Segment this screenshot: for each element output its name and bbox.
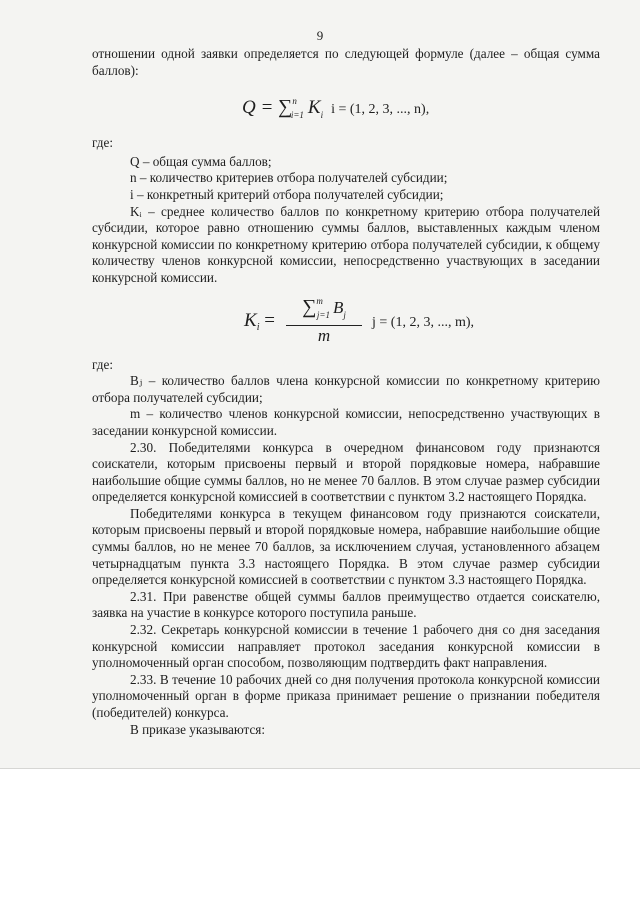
page-number: 9 (316, 28, 324, 43)
formula2-lhs-symbol: K (244, 309, 257, 331)
formula2-upper-limit: m (316, 295, 323, 306)
definition-b: Bⱼ – количество баллов члена конкурсной комиссии по конкретному критерию отбора получателей субсидии; (92, 373, 600, 405)
formula2-fraction (286, 293, 362, 345)
definition-k: Kᵢ – среднее количество баллов по конкретному критерию отбора получателей субсидии, которое равно отношению суммы баллов, выставленных каждым членом конкурсной комиссии по конкретному критерию отбора получателей субсидии, к общему количеству членов конкурсной комиссии, непосредственно участвующих в заседании конкурсной комиссии. (92, 203, 600, 285)
intro-paragraph: отношении одной заявки определяется по следующей формуле (далее – общая сумма баллов): (92, 46, 600, 78)
formula1-sum-symbol: ∑ (278, 96, 293, 119)
formula-total-score (92, 83, 600, 129)
paragraph-2-33: 2.33. В течение 10 рабочих дней со дня получения протокола конкурсной комиссии уполномоченный орган в форме приказа принимает решение о признании победителя (победителей) конкурса. (92, 671, 600, 720)
formula2-numerator (286, 293, 362, 327)
formula2-denominator: m (317, 326, 331, 346)
definition-i: i – конкретный критерий отбора получателей субсидии; (130, 186, 444, 202)
definition-n: n – количество критериев отбора получателей субсидии; (130, 170, 448, 186)
formula1-term: K (307, 97, 321, 119)
formula2-sum-symbol: ∑ (302, 295, 317, 318)
where-label-1: где: (92, 135, 113, 151)
formula2-range: j = (1, 2, 3, ..., m), (372, 314, 474, 330)
formula2-term-subscript: j (343, 309, 346, 320)
formula1-upper-limit: n (292, 96, 297, 107)
paragraph-2-31: 2.31. При равенстве общей суммы баллов преимущество отдается соискателю, заявка на участие в конкурсе которого поступила раньше. (92, 588, 600, 621)
formula1-range: i = (1, 2, 3, ..., n), (331, 102, 430, 118)
formula1-lhs: Q = (242, 97, 279, 119)
formula2-term: B (332, 297, 344, 317)
formula2-lhs (244, 309, 275, 337)
formula1-lower-limit: i=1 (290, 110, 304, 121)
paragraph-current-year-winners: Победителями конкурса в текущем финансовом году признаются соискатели, которым присвоены первый и второй порядковые номера, набравшие наибольшие общие суммы баллов, но не менее 70 баллов, за исключением случая, установленного абзацем четырнадцатым пункта 3.3 настоящего Порядка. В этом случае размер субсидии определяется конкурсной комиссией в соответствии с пунктом 3.3 настоящего Порядка. (92, 505, 600, 588)
document-body (92, 46, 600, 738)
definition-q: Q – общая сумма баллов; (130, 153, 272, 169)
paragraph-order-contents: В приказе указываются: (130, 721, 266, 737)
formula-average-score (92, 293, 600, 353)
formula1-term-subscript: i (320, 110, 324, 121)
formula2-lower-limit: j=1 (316, 309, 330, 320)
paragraph-2-30: 2.30. Победителями конкурса в очередном финансовом году признаются соискатели, которым присвоены первый и второй порядковые номера, набравшие наибольшие общие суммы баллов, но не менее 70 баллов. В этом случае размер субсидии определяется конкурсной комиссией в соответствии с пунктом 3.2 настоящего Порядка. (92, 439, 600, 505)
where-label-2: где: (92, 356, 113, 372)
paragraph-2-32: 2.32. Секретарь конкурсной комиссии в течение 1 рабочего дня со дня заседания конкурсной комиссии направляет протокол заседания конкурсной комиссии в уполномоченный орган способом, позволяющим подтвердить факт направления. (92, 622, 600, 671)
formula-total-score-expression (242, 93, 429, 124)
formula2-equals: = (259, 309, 275, 331)
formula2-lhs-subscript: i (256, 321, 260, 333)
definition-m: m – количество членов конкурсной комиссии, непосредственно участвующих в заседании конкурсной комиссии. (92, 406, 600, 438)
